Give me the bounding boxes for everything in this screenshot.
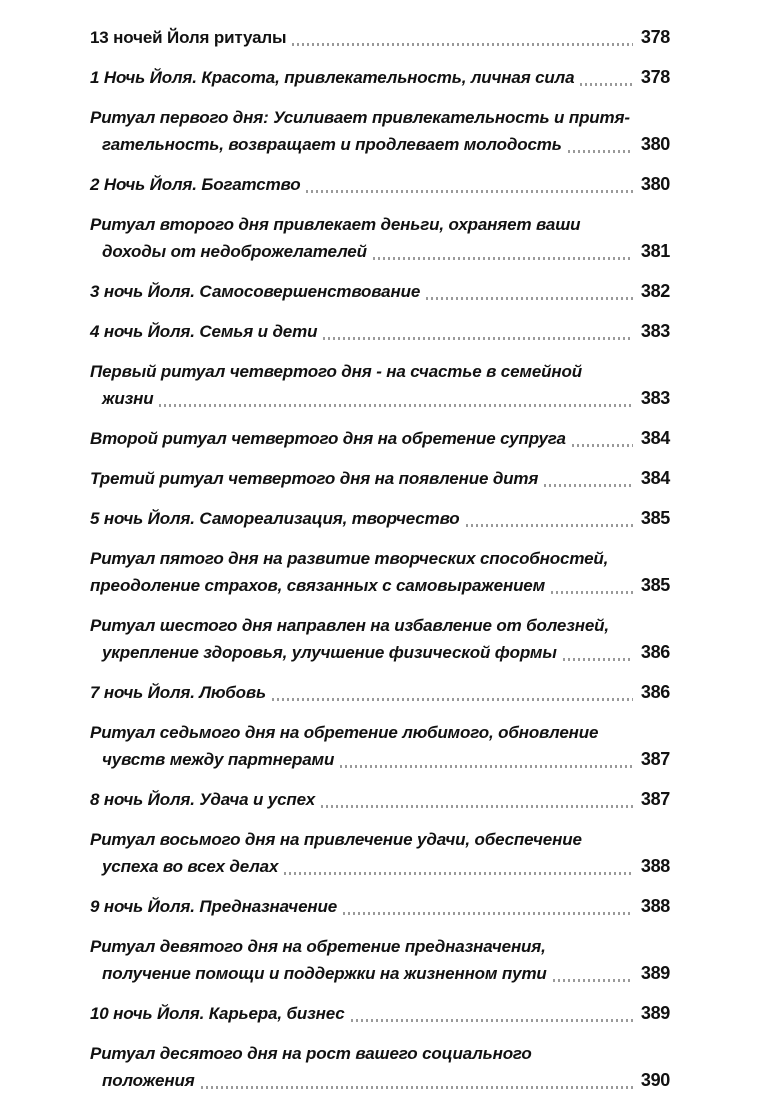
toc-entry-title: чувств между партнерами — [102, 750, 335, 769]
toc-entry[interactable] — [90, 1000, 670, 1027]
toc-entry-line — [90, 385, 670, 412]
toc-entry-line — [90, 211, 670, 238]
toc-entry-title: Ритуал девятого дня на обретение предназначения, — [90, 937, 546, 956]
toc-entry[interactable] — [90, 465, 670, 492]
toc-entry-line — [90, 171, 670, 198]
toc-entry-line — [90, 1000, 670, 1027]
toc-dot-leader — [426, 297, 633, 300]
toc-entry-line — [90, 358, 670, 385]
toc-entry[interactable] — [90, 679, 670, 706]
toc-entry-title: 7 ночь Йоля. Любовь — [90, 683, 266, 702]
toc-dot-leader — [321, 805, 633, 808]
toc-entry-title: Ритуал десятого дня на рост вашего социального — [90, 1044, 532, 1063]
toc-entry-line — [90, 104, 670, 131]
toc-entry-line — [90, 278, 670, 305]
toc-entry-line — [90, 24, 670, 51]
toc-entry-title: Первый ритуал четвертого дня - на счастье в семейной — [90, 362, 582, 381]
toc-page-number[interactable]: 387 — [640, 749, 670, 769]
toc-dot-leader — [572, 444, 633, 447]
toc-dot-leader — [538, 1059, 633, 1062]
toc-entry[interactable] — [90, 933, 670, 987]
toc-entry-line — [90, 1040, 670, 1067]
toc-entry-line — [90, 64, 670, 91]
toc-entry-line — [90, 679, 670, 706]
toc-entry-title: положения — [102, 1071, 195, 1090]
toc-entry-line — [90, 853, 670, 880]
toc-dot-leader — [615, 631, 633, 634]
toc-entry-line — [90, 826, 670, 853]
toc-page-number[interactable]: 378 — [640, 27, 670, 47]
toc-entry[interactable] — [90, 171, 670, 198]
toc-entry-line — [90, 719, 670, 746]
toc-entry-line — [90, 893, 670, 920]
toc-dot-leader — [552, 952, 633, 955]
toc-entry-title: 1 Ночь Йоля. Красота, привлекательность, личная сила — [90, 68, 575, 87]
toc-entry[interactable] — [90, 318, 670, 345]
toc-entry-line — [90, 425, 670, 452]
toc-entry-line — [90, 465, 670, 492]
toc-page-number[interactable]: 388 — [640, 856, 670, 876]
toc-dot-leader — [159, 404, 633, 407]
toc-dot-leader — [466, 524, 634, 527]
toc-entry-title: Третий ритуал четвертого дня на появление дитя — [90, 469, 539, 488]
toc-entry[interactable] — [90, 545, 670, 599]
toc-entry-line — [90, 238, 670, 265]
toc-page-number[interactable]: 389 — [640, 963, 670, 983]
toc-page-number[interactable]: 384 — [640, 428, 670, 448]
toc-dot-leader — [340, 765, 633, 768]
toc-entry-title: 10 ночь Йоля. Карьера, бизнес — [90, 1004, 345, 1023]
toc-entry-line — [90, 786, 670, 813]
toc-entry-title: 5 ночь Йоля. Самореализация, творчество — [90, 509, 460, 528]
toc-entry-title: Ритуал пятого дня на развитие творческих способностей, — [90, 549, 609, 568]
toc-entry-title: 2 Ночь Йоля. Богатство — [90, 175, 301, 194]
toc-entry-line — [90, 131, 670, 158]
toc-entry[interactable] — [90, 719, 670, 773]
toc-dot-leader — [614, 564, 633, 567]
toc-page-number[interactable]: 387 — [640, 789, 670, 809]
toc-page-number[interactable]: 383 — [640, 388, 670, 408]
toc-page-number[interactable]: 382 — [640, 281, 670, 301]
toc-dot-leader — [343, 912, 633, 915]
toc-dot-leader — [201, 1086, 633, 1089]
toc-dot-leader — [636, 123, 642, 126]
toc-dot-leader — [373, 257, 633, 260]
toc-entry-line — [90, 933, 670, 960]
toc-entry-title: 4 ночь Йоля. Семья и дети — [90, 322, 318, 341]
toc-entry-title: преодоление страхов, связанных с самовыражением — [90, 576, 546, 595]
toc-entry[interactable] — [90, 893, 670, 920]
toc-entry[interactable] — [90, 1040, 670, 1094]
toc-dot-leader — [351, 1019, 633, 1022]
toc-page-number[interactable]: 383 — [640, 321, 670, 341]
toc-dot-leader — [292, 43, 633, 46]
toc-entry-title: Второй ритуал четвертого дня на обретение супруга — [90, 429, 566, 448]
toc-entry-title: Ритуал седьмого дня на обретение любимого, обновление — [90, 723, 599, 742]
toc-page-number[interactable]: 388 — [640, 896, 670, 916]
toc-entry[interactable] — [90, 211, 670, 265]
toc-list — [90, 24, 670, 1094]
toc-dot-leader — [580, 83, 633, 86]
toc-dot-leader — [551, 591, 633, 594]
toc-entry[interactable] — [90, 505, 670, 532]
toc-entry[interactable] — [90, 24, 670, 51]
toc-entry[interactable] — [90, 278, 670, 305]
toc-page-number[interactable]: 385 — [640, 508, 670, 528]
toc-entry-line — [90, 572, 670, 599]
toc-entry-line — [90, 960, 670, 987]
toc-page-number[interactable]: 390 — [640, 1070, 670, 1090]
toc-dot-leader — [604, 738, 633, 741]
toc-dot-leader — [306, 190, 633, 193]
toc-entry-line — [90, 639, 670, 666]
toc-dot-leader — [563, 658, 633, 661]
toc-page-number[interactable]: 385 — [640, 575, 670, 595]
toc-dot-leader — [586, 230, 633, 233]
toc-entry[interactable] — [90, 826, 670, 880]
toc-page-number[interactable]: 378 — [640, 67, 670, 87]
toc-page-number[interactable]: 386 — [640, 682, 670, 702]
toc-dot-leader — [544, 484, 633, 487]
toc-entry-title: получение помощи и поддержки на жизненном пути — [102, 964, 547, 983]
toc-dot-leader — [588, 377, 633, 380]
toc-entry-line — [90, 1067, 670, 1094]
toc-page-number[interactable]: 380 — [640, 174, 670, 194]
toc-page-number[interactable]: 389 — [640, 1003, 670, 1023]
toc-entry-title: Ритуал шестого дня направлен на избавление от болезней, — [90, 616, 609, 635]
toc-entry-title: 9 ночь Йоля. Предназначение — [90, 897, 338, 916]
toc-dot-leader — [284, 872, 633, 875]
toc-dot-leader — [553, 979, 633, 982]
toc-entry-title: гательность, возвращает и продлевает молодость — [102, 135, 562, 154]
toc-entry[interactable] — [90, 64, 670, 91]
toc-page-number[interactable]: 386 — [640, 642, 670, 662]
toc-entry-line — [90, 505, 670, 532]
toc-page-number[interactable]: 384 — [640, 468, 670, 488]
toc-entry-title: успеха во всех делах — [102, 857, 279, 876]
toc-entry-title: жизни — [102, 389, 154, 408]
toc-entry-line — [90, 612, 670, 639]
toc-dot-leader — [323, 337, 633, 340]
toc-entry-title: доходы от недоброжелателей — [102, 242, 367, 261]
toc-dot-leader — [272, 698, 633, 701]
toc-entry-title: Ритуал восьмого дня на привлечение удачи, обеспечение — [90, 830, 582, 849]
toc-dot-leader — [588, 845, 633, 848]
toc-page-number[interactable]: 381 — [640, 241, 670, 261]
toc-entry-line — [90, 545, 670, 572]
toc-dot-leader — [568, 150, 633, 153]
toc-entry[interactable] — [90, 612, 670, 666]
toc-entry-title: укрепление здоровья, улучшение физической формы — [102, 643, 557, 662]
toc-entry-line — [90, 318, 670, 345]
toc-entry-title: Ритуал первого дня: Усиливает привлекательность и притя- — [90, 108, 630, 127]
toc-entry[interactable] — [90, 358, 670, 412]
toc-entry[interactable] — [90, 425, 670, 452]
toc-entry[interactable] — [90, 104, 670, 158]
toc-entry-line — [90, 746, 670, 773]
toc-entry-title: Ритуал второго дня привлекает деньги, охраняет ваши — [90, 215, 581, 234]
toc-page-number[interactable]: 380 — [640, 134, 670, 154]
toc-entry-title: 8 ночь Йоля. Удача и успех — [90, 790, 316, 809]
toc-entry[interactable] — [90, 786, 670, 813]
toc-entry-title: 3 ночь Йоля. Самосовершенствование — [90, 282, 421, 301]
toc-entry-title: 13 ночей Йоля ритуалы — [90, 28, 287, 47]
